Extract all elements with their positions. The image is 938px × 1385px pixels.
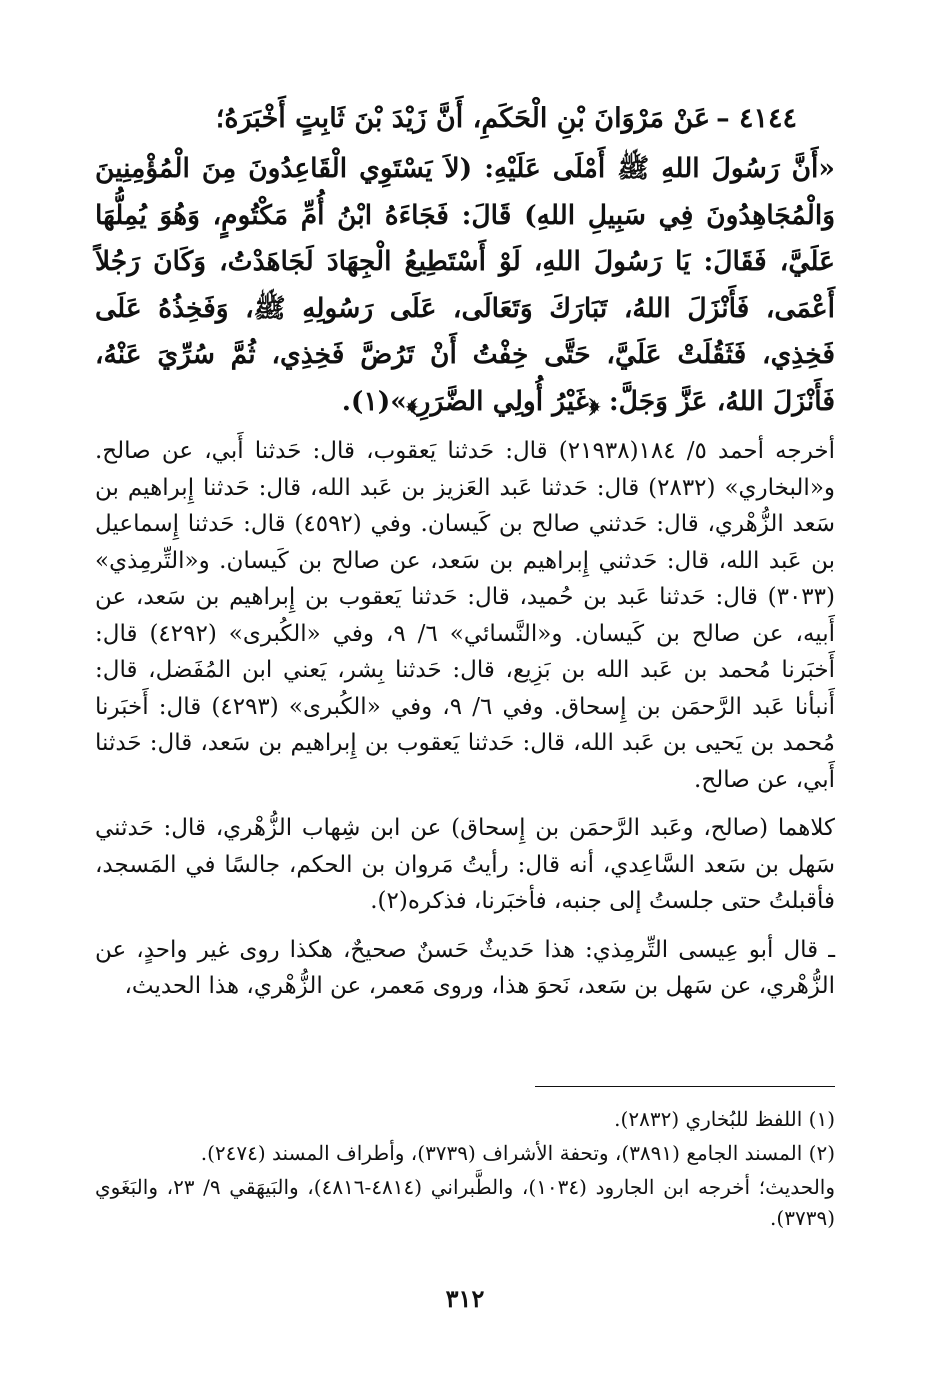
page-number: ٣١٢: [445, 1284, 485, 1313]
hadith-matn: «أَنَّ رَسُولَ اللهِ ﷺ أَمْلَى عَلَيْهِ: (لاَ يَسْتَوِي الْقَاعِدُونَ مِنَ الْمُؤْمِنِينَ وَالْمُجَاهِدُونَ فِي سَبِيلِ اللهِ) قَالَ: فَجَاءَهُ ابْنُ أُمِّ مَكْتُومٍ، وَهُوَ يُمِلُّهَا عَلَيَّ، فَقَالَ: يَا رَسُولَ اللهِ، لَوْ أَسْتَطِيعُ الْجِهَادَ لَجَاهَدْتُ، وَكَانَ رَجُلاً أَعْمَى، فَأَنْزَلَ اللهُ، تَبَارَكَ وَتَعَالَى، عَلَى رَسُولِهِ ﷺ، وَفَخِذُهُ عَلَى فَخِذِي، فَثَقُلَتْ عَلَيَّ، حَتَّى خِفْتُ أَنْ تَرُضَّ فَخِذِي، ثُمَّ سُرِّيَ عَنْهُ، فَأَنْزَلَ اللهُ، عَزَّ وَجَلَّ: ﴿غَيْرُ أُولِي الضَّرَرِ﴾»(١).: [95, 153, 835, 417]
takhrij-paragraph-1: أخرجه أحمد ٥/ ١٨٤(٢١٩٣٨) قال: حَدثنا يَعقوب، قال: حَدثنا أَبي، عن صالح. و«البخاري» (٢٨٣٢) قال: حَدثنا عَبد العَزيز بن عَبد الله، قال: حَدثنا إِبراهيم بن سَعد الزُّهْري، قال: حَدثني صالح بن كَيسان. وفي (٤٥٩٢) قال: حَدثنا إِسماعيل بن عَبد الله، قال: حَدثني إِبراهيم بن سَعد، عن صالح بن كَيسان. و«التِّرمِذي» (٣٠٣٣) قال: حَدثنا عَبد بن حُميد، قال: حَدثنا يَعقوب بن إِبراهيم بن سَعد، عن أَبيه، عن صالح بن كَيسان. و«النَّسائي» ٦/ ٩، وفي «الكُبرى» (٤٢٩٢) قال: أَخبَرنا مُحمد بن عَبد الله بن بَزِيع، قال: حَدثنا بِشر، يَعني ابن المُفَضل، قال: أَنبأنا عَبد الرَّحمَن بن إِسحاق. وفي ٦/ ٩، وفي «الكُبرى» (٤٢٩٣) قال: أَخبَرنا مُحمد بن يَحيى بن عَبد الله، قال: حَدثنا يَعقوب بن إِبراهيم بن سَعد، قال: حَدثنا أَبي، عن صالح.: [95, 438, 836, 793]
hadith-title: عَنْ مَرْوَانَ بْنِ الْحَكَمِ، أَنَّ زَيْدَ بْنَ ثَابِتٍ أَخْبَرَهُ؛: [215, 103, 711, 134]
footnotes: [95, 1104, 835, 1237]
hadith-number: ٤١٤٤ –: [716, 103, 797, 134]
book-page: [95, 96, 835, 1336]
footnote-1: (١) اللفظ للبُخاري (٢٨٣٢).: [614, 1107, 835, 1131]
footnote-2-continuation: والحديث؛ أخرجه ابن الجارود (١٠٣٤)، والطَّبراني (٤٨١٤-٤٨١٦)، والبَيهَقي ٩/ ٢٣، والبَغَوي (٣٧٣٩).: [95, 1175, 836, 1230]
footnote-divider: [535, 1086, 835, 1087]
takhrij-paragraph-2: كلاهما (صالح، وعَبد الرَّحمَن بن إِسحاق) عن ابن شِهاب الزُّهْري، قال: حَدثني سَهل بن سَعد السَّاعِدي، أنه قال: رأيتُ مَروان بن الحكم، جالسًا في المَسجد، فأقبلتُ حتى جلستُ إلى جنبه، فأخبَرنا، فذكره(٢).: [95, 815, 835, 914]
footnote-2: (٢) المسند الجامع (٣٨٩١)، وتحفة الأشراف (٣٧٣٩)، وأطراف المسند (٢٤٧٤).: [200, 1141, 835, 1165]
hadith-heading: [95, 96, 835, 142]
takhrij-paragraph-3: ـ قال أبو عِيسى التِّرمِذي: هذا حَديثٌ حَسنٌ صحيحٌ، هكذا روى غير واحدٍ، عن الزُّهْري، عن سَهل بن سَعد، نَحوَ هذا، وروى مَعمر، عن الزُّهْري، هذا الحديث،: [95, 936, 835, 999]
